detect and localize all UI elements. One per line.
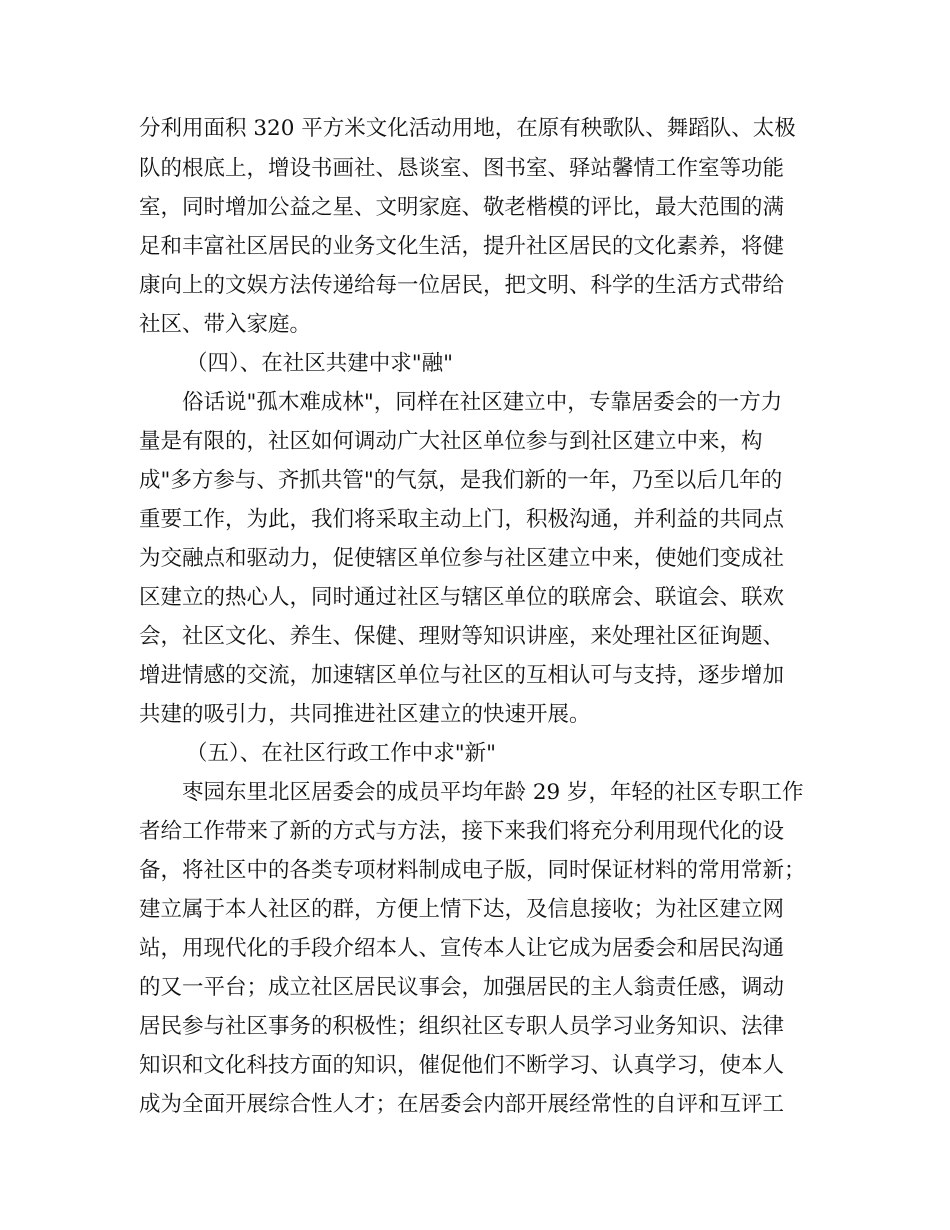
text-line: 队的根底上，增设书画社、恳谈室、图书室、驿站馨情工作室等功能 (139, 156, 785, 181)
section-heading: （五）、在社区行政工作中求"新" (186, 741, 497, 766)
text-line: 知识和文化科技方面的知识，催促他们不断学习、认真学习，使本人 (139, 1053, 785, 1078)
paragraph-first-line: 俗话说"孤木难成林"，同样在社区建立中，专靠居委会的一方力 (182, 390, 783, 415)
text-line: 足和丰富社区居民的业务文化生活，提升社区居民的文化素养，将健 (139, 234, 785, 259)
text-line: 会，社区文化、养生、保健、理财等知识讲座，来处理社区征询题、 (139, 624, 785, 649)
text-line: 成为全面开展综合性人才；在居委会内部开展经常性的自评和互评工 (139, 1092, 785, 1117)
text-line: 者给工作带来了新的方式与方法，接下来我们将充分利用现代化的设 (139, 819, 785, 844)
text-line: 为交融点和驱动力，促使辖区单位参与社区建立中来，使她们变成社 (139, 546, 785, 571)
text-line: 的又一平台；成立社区居民议事会，加强居民的主人翁责任感，调动 (139, 975, 785, 1000)
text-line: 区建立的热心人，同时通过社区与辖区单位的联席会、联谊会、联欢 (139, 585, 785, 610)
text-line: 量是有限的，社区如何调动广大社区单位参与到社区建立中来，构 (139, 429, 763, 454)
text-line: 康向上的文娱方法传递给每一位居民，把文明、科学的生活方式带给 (139, 273, 785, 298)
text-line: 居民参与社区事务的积极性；组织社区专职人员学习业务知识、法律 (139, 1014, 785, 1039)
text-line: 共建的吸引力，共同推进社区建立的快速开展。 (139, 702, 591, 727)
text-line: 增进情感的交流，加速辖区单位与社区的互相认可与支持，逐步增加 (139, 663, 785, 688)
text-line: 备，将社区中的各类专项材料制成电子版，同时保证材料的常用常新； (139, 858, 806, 883)
text-line: 室，同时增加公益之星、文明家庭、敬老楷模的评比，最大范围的满 (139, 195, 785, 220)
text-line: 成"多方参与、齐抓共管"的气氛，是我们新的一年，乃至以后几年的 (139, 468, 783, 493)
text-line: 建立属于本人社区的群，方便上情下达，及信息接收；为社区建立网 (139, 897, 785, 922)
text-line: 站，用现代化的手段介绍本人、宣传本人让它成为居委会和居民沟通 (139, 936, 785, 961)
text-line: 社区、带入家庭。 (139, 312, 312, 337)
text-line: 分利用面积 320 平方米文化活动用地，在原有秧歌队、舞蹈队、太极 (139, 116, 796, 141)
paragraph-first-line: 枣园东里北区居委会的成员平均年龄 29 岁，年轻的社区专职工作 (182, 780, 804, 805)
section-heading: （四）、在社区共建中求"融" (186, 351, 454, 376)
text-line: 重要工作，为此，我们将采取主动上门，积极沟通，并利益的共同点 (139, 507, 785, 532)
